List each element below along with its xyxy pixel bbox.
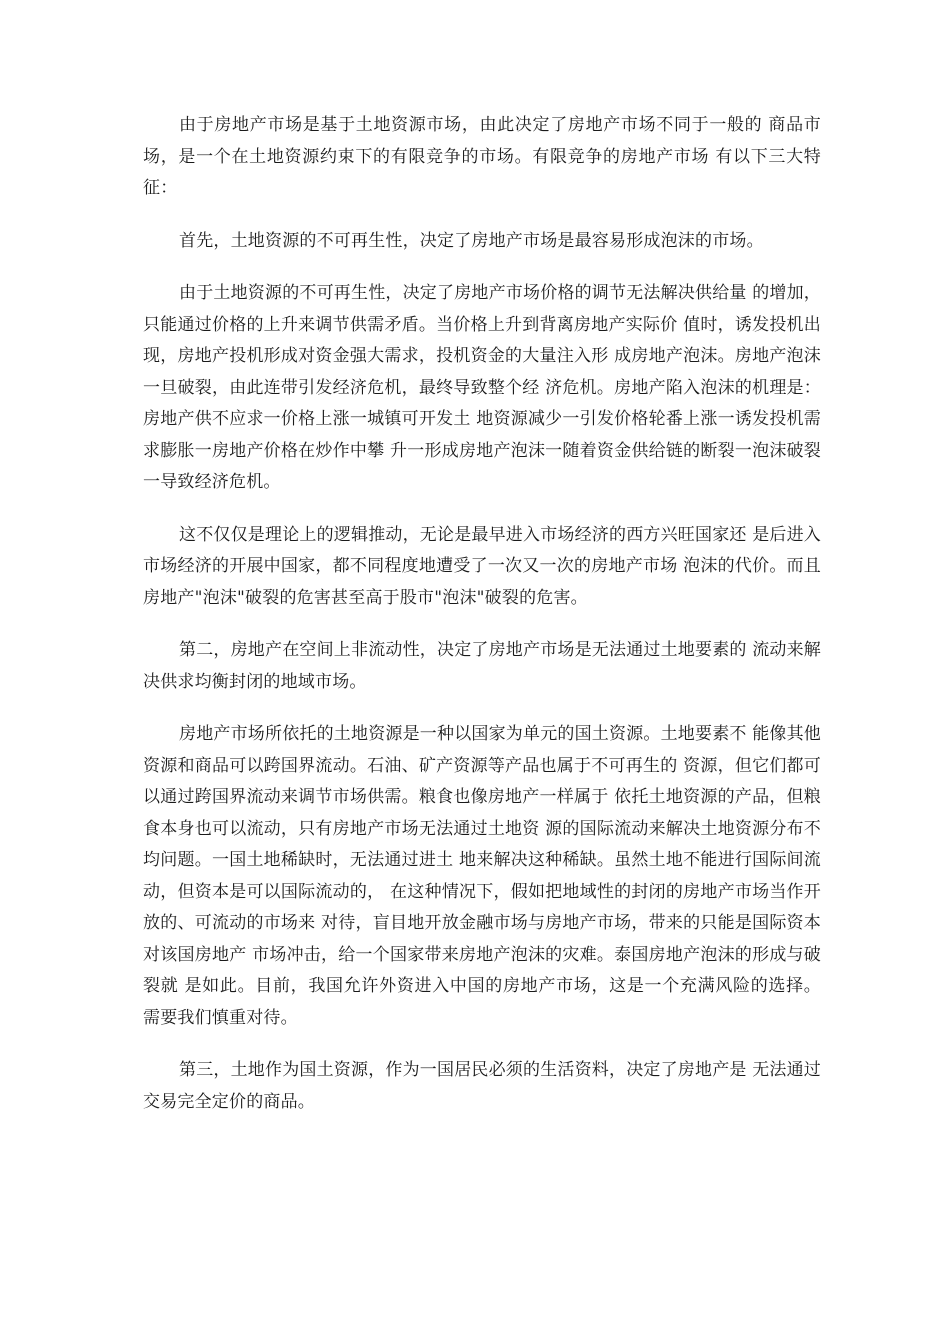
paragraph-third-point: 第三，土地作为国土资源，作为一国居民必须的生活资料，决定了房地产是 无法通过交易完全定价的商品。 (143, 1060, 822, 1112)
document-body (143, 110, 821, 1139)
paragraph-intro: 由于房地产市场是基于土地资源市场，由此决定了房地产市场不同于一般的 商品市场，是一个在土地资源约束下的有限竞争的市场。有限竞争的房地产市场 有以下三大特征： (143, 115, 821, 198)
paragraph-bubble-mechanism: 由于土地资源的不可再生性，决定了房地产市场价格的调节无法解决供给量 的增加，只能通过价格的上升来调节供需矛盾。当价格上升到背离房地产实际价 值时，诱发投机出现，房地产投机形成对资金强大需求，投机资金的大量注入形 成房地产泡沫。房地产泡沫一旦破裂，由此连带引发经济危机，最终导致整个经 济危机。房地产陷入泡沫的机理是：房地产供不应求一价格上涨一城镇可开发土 地资源减少一引发价格轮番上涨一诱发投机需求膨胀一房地产价格在炒作中攀 升一形成房地产泡沫一随着资金供给链的断裂一泡沫破裂一导致经济危机。 (143, 283, 822, 492)
paragraph-first-point: 首先，土地资源的不可再生性，决定了房地产市场是最容易形成泡沫的市场。 (179, 230, 764, 251)
paragraph-second-point: 第二，房地产在空间上非流动性，决定了房地产市场是无法通过土地要素的 流动来解决供求均衡封闭的地域市场。 (143, 640, 822, 692)
paragraph-land-immobility: 房地产市场所依托的土地资源是一种以国家为单元的国土资源。土地要素不 能像其他资源和商品可以跨国界流动。石油、矿产资源等产品也属于不可再生的 资源，但它们都可以通过跨国界流动来调节市场供需。粮食也像房地产一样属于 依托土地资源的产品，但粮食本身也可以流动，只有房地产市场无法通过土地资 源的国际流动来解决土地资源分布不均问题。一国土地稀缺时，无法通过进土 地来解决这种稀缺。虽然土地不能进行国际间流动，但资本是可以国际流动的， 在这种情况下，假如把地域性的封闭的房地产市场当作开放的、可流动的市场来 对待，盲目地开放金融市场与房地产市场，带来的只能是国际资本对该国房地产 市场冲击，给一个国家带来房地产泡沫的灾难。泰国房地产泡沫的形成与破裂就 是如此。目前，我国允许外资进入中国的房地产市场，这是一个充满风险的选择。 需要我们慎重对待。 (143, 724, 822, 1028)
paragraph-historical-evidence: 这不仅仅是理论上的逻辑推动，无论是最早进入市场经济的西方兴旺国家还 是后进入市场经济的开展中国家，都不同程度地遭受了一次又一次的房地产市场 泡沫的代价。而且房地产"泡沫"破裂的危害甚至高于股市"泡沫"破裂的危害。 (143, 524, 822, 608)
